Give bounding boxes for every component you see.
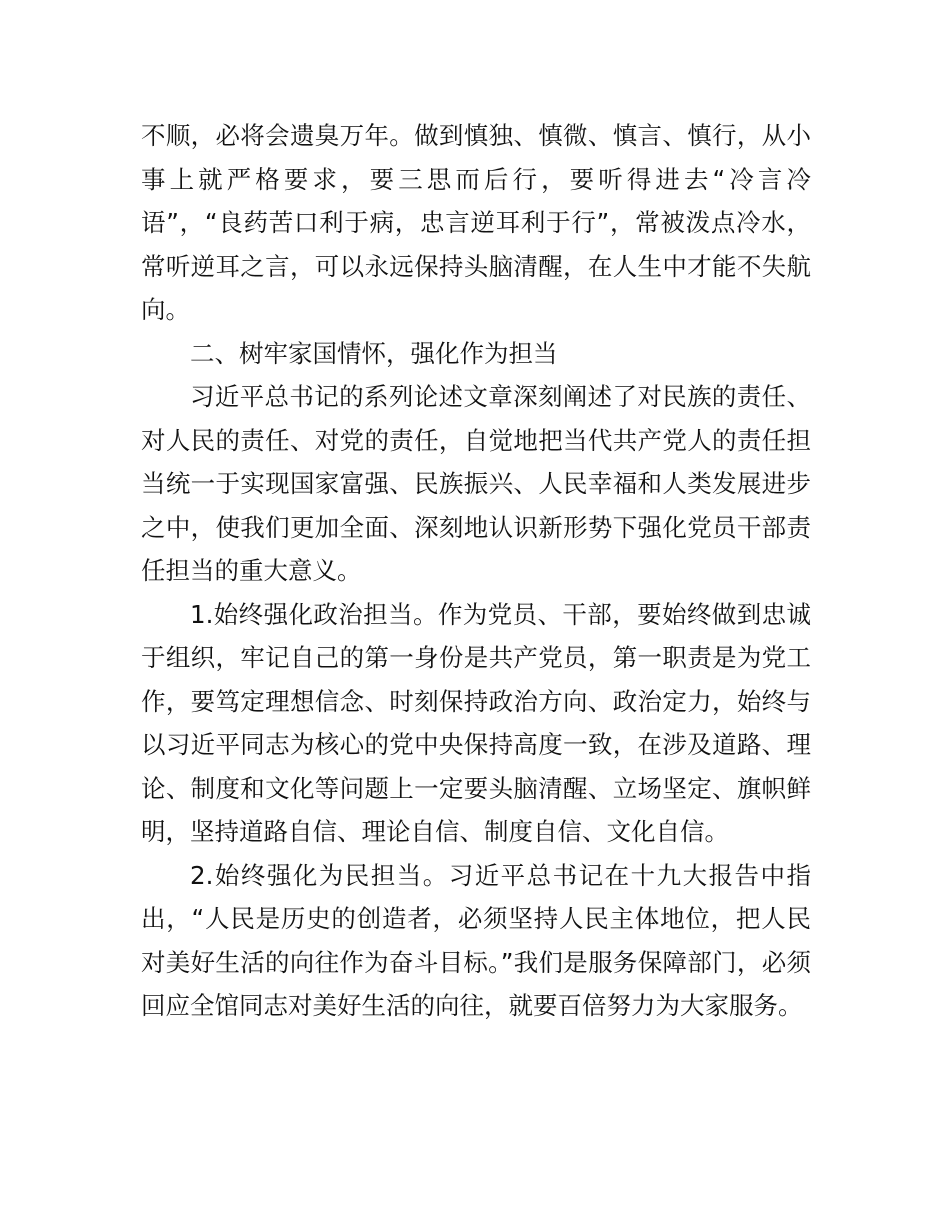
- paragraph-people-duty: 2.始终强化为民担当。习近平总书记在十九大报告中指出，“人民是历史的创造者，必须坚持人民主体地位，把人民对美好生活的向往作为奋斗目标。”我们是服务保障部门，必须回应全馆同志对美好生活的向往，就要百倍努力为大家服务。: [141, 860, 811, 1020]
- paragraph-continuation: 不顺，必将会遗臭万年。做到慎独、慎微、慎言、慎行，从小事上就严格要求，要三思而后行，要听得进去“冷言冷语”，“良药苦口利于病，忠言逆耳利于行”，常被泼点冷水，常听逆耳之言，可以永远保持头脑清醒，在人生中才能不失航向。: [141, 121, 811, 324]
- section-heading: 二、树牢家国情怀，强化作为担当: [190, 338, 558, 368]
- document-body: [141, 114, 811, 1028]
- paragraph-responsibility: 习近平总书记的系列论述文章深刻阐述了对民族的责任、对人民的责任、对党的责任，自觉地把当代共产党人的责任担当统一于实现国家富强、民族振兴、人民幸福和人类发展进步之中，使我们更加全面、深刻地认识新形势下强化党员干部责任担当的重大意义。: [141, 382, 811, 585]
- paragraph-political-duty: 1.始终强化政治担当。作为党员、干部，要始终做到忠诚于组织，牢记自己的第一身份是共产党员，第一职责是为党工作，要笃定理想信念、时刻保持政治方向、政治定力，始终与以习近平同志为核心的党中央保持高度一致，在涉及道路、理论、制度和文化等问题上一定要头脑清醒、立场坚定、旗帜鲜明，坚持道路自信、理论自信、制度自信、文化自信。: [141, 599, 811, 846]
